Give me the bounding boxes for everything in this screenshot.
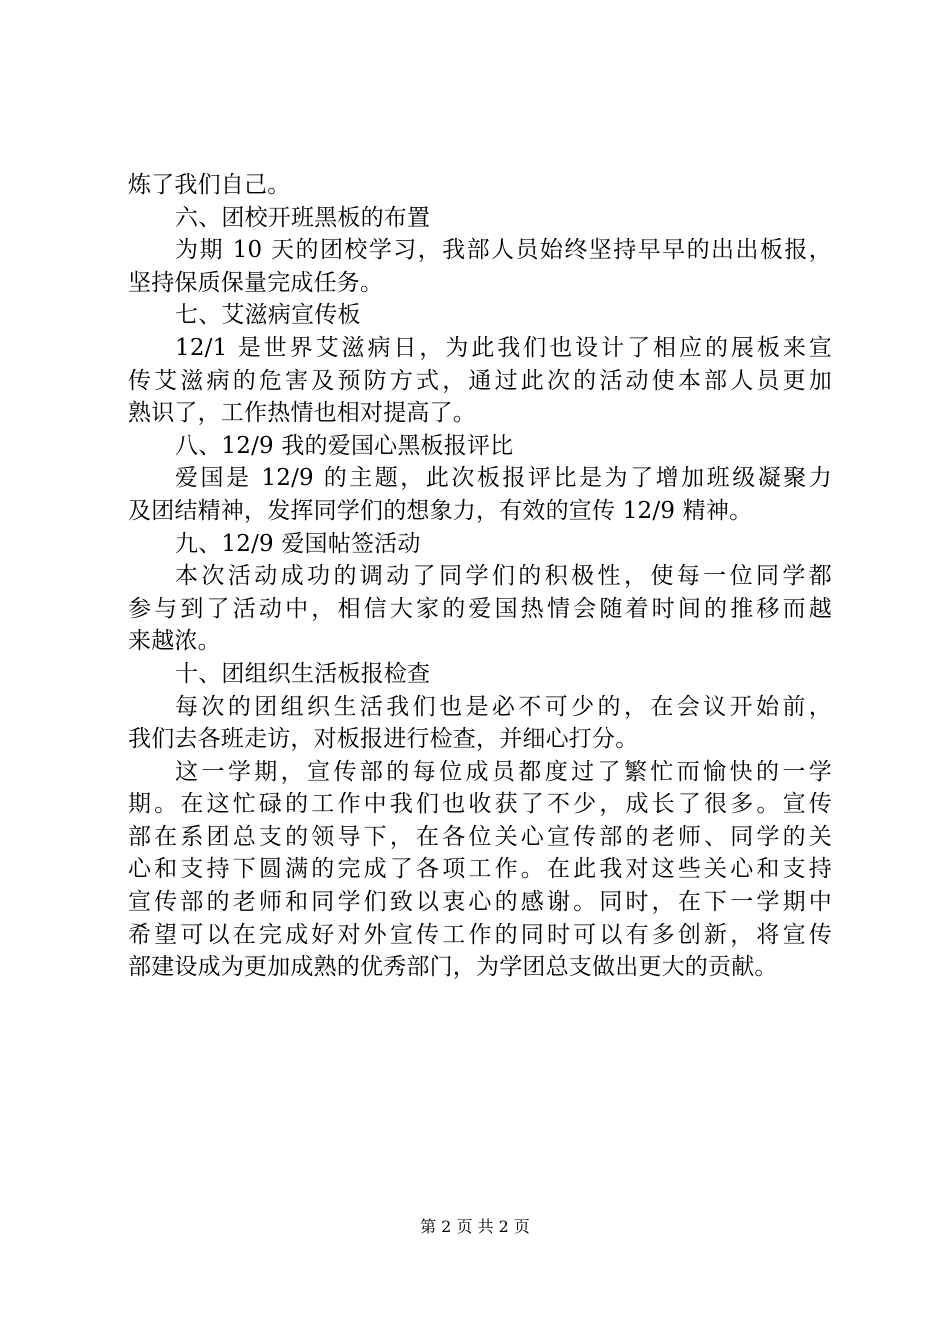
text-line: 部建设成为更加成熟的优秀部门，为学团总支做出更大的贡献。 xyxy=(128,954,778,981)
text-line: 爱国是 12/9 的主题，此次板报评比是为了增加班级凝聚力 xyxy=(175,465,832,492)
text-line: 希望可以在完成好对外宣传工作的同时可以有多创新，将宣传 xyxy=(128,921,832,948)
text-line: 八、12/9 我的爱国心黑板报评比 xyxy=(175,432,514,459)
text-line: 为期 10 天的团校学习，我部人员始终坚持早早的出出板报， xyxy=(175,237,832,264)
text-line: 宣传部的老师和同学们致以衷心的感谢。同时，在下一学期中 xyxy=(128,889,832,916)
text-line: 及团结精神，发挥同学们的想象力，有效的宣传 12/9 精神。 xyxy=(128,497,753,524)
text-line: 七、艾滋病宣传板 xyxy=(175,302,361,329)
document-body xyxy=(128,169,832,984)
text-line: 我们去各班走访，对板报进行检查，并细心打分。 xyxy=(128,726,639,753)
text-line: 传艾滋病的危害及预防方式，通过此次的活动使本部人员更加 xyxy=(128,367,832,394)
text-line: 来越浓。 xyxy=(128,628,221,655)
text-line: 这一学期，宣传部的每位成员都度过了繁忙而愉快的一学 xyxy=(175,758,832,785)
text-line: 熟识了，工作热情也相对提高了。 xyxy=(128,400,476,427)
text-line: 心和支持下圆满的完成了各项工作。在此我对这些关心和支持 xyxy=(128,856,832,883)
text-line: 坚持保质保量完成任务。 xyxy=(128,269,384,296)
text-line: 参与到了活动中，相信大家的爱国热情会随着时间的推移而越 xyxy=(128,595,832,622)
text-line: 期。在这忙碌的工作中我们也收获了不少，成长了很多。宣传 xyxy=(128,791,832,818)
text-line: 十、团组织生活板报检查 xyxy=(175,660,431,687)
text-line: 炼了我们自己。 xyxy=(128,172,291,198)
text-line: 部在系团总支的领导下，在各位关心宣传部的老师、同学的关 xyxy=(128,823,832,850)
text-line: 六、团校开班黑板的布置 xyxy=(175,204,431,231)
text-line: 本次活动成功的调动了同学们的积极性，使每一位同学都 xyxy=(175,563,832,590)
text-line: 每次的团组织生活我们也是必不可少的，在会议开始前， xyxy=(175,693,832,720)
page-footer: 第 2 页 共 2 页 xyxy=(420,1217,530,1236)
text-line: 九、12/9 爱国帖签活动 xyxy=(175,530,421,557)
text-line: 12/1 是世界艾滋病日，为此我们也设计了相应的展板来宣 xyxy=(175,334,832,361)
